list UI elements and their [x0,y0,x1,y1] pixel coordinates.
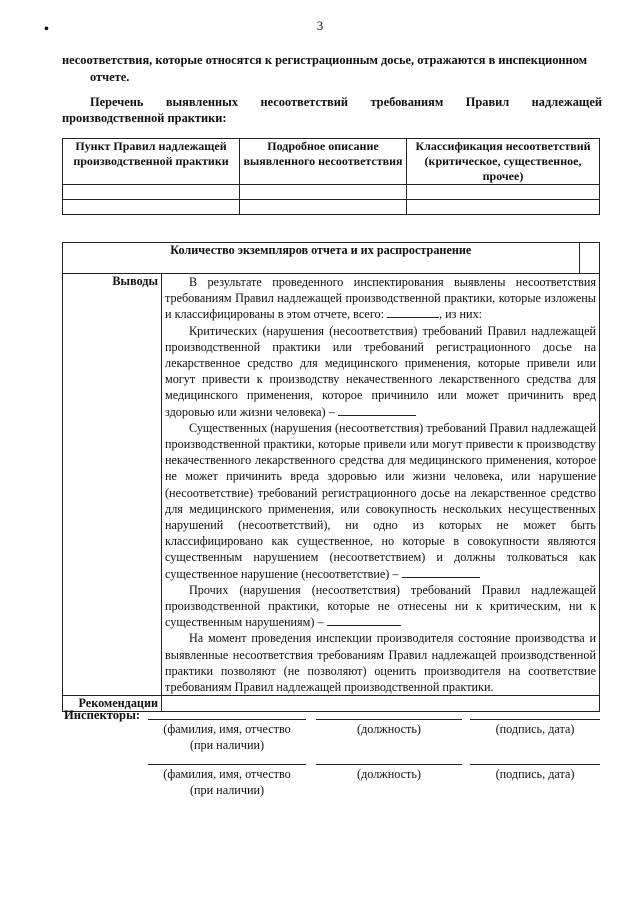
recommendations-row [63,696,600,712]
signature-position-caption: (должность) [357,722,421,736]
signature-date-line[interactable] [470,719,600,720]
intro-line-1: несоответствия, которые относятся к регистрационным досье, отражаются в инспекционном [62,53,588,67]
signature-position-line[interactable] [316,719,462,720]
major-count-blank[interactable] [402,567,480,578]
table-row [63,200,600,215]
signature-date-caption: (подпись, дата) [495,722,575,736]
other-count-blank[interactable] [327,615,401,626]
table-cell[interactable] [240,185,407,200]
signature-name-caption: (фамилия, имя, отчество (при наличии) [163,722,291,752]
table-cell[interactable] [240,200,407,215]
conclusions-total-paragraph: В результате проведенного инспектирования выявлены несоответствия требованиям Правил надлежащей производственной практики, которые изложены и классифицированы в этом отчете, всего: , из них: [165,275,596,322]
critical-paragraph: Критических (нарушения (несоответствия) требований Правил надлежащей производственной практики или требований регистрационного досье на лекарственное средство для медицинского применения, которые привели или могут привести к производству некачественного лекарственного средства для медицинского применения, которое причинило или может причинить вред здоровью или жизни человека) – [165,323,596,419]
recommendations-label: Рекомендации [63,696,162,712]
table-cell[interactable] [407,200,600,215]
col-header-classification: Классификация несоответствий (критическое, существенное, прочее) [407,139,600,185]
list-heading-line-1: Перечень выявленных несоответствий требованиям Правил надлежащей [90,95,602,109]
total-count-blank[interactable] [387,307,439,318]
margin-mark: • [44,22,49,37]
copies-label: Количество экземпляров отчета и их распространение [63,243,580,274]
conclusions-label: Выводы [63,274,162,696]
report-table [62,242,600,712]
intro-paragraph [62,52,602,86]
signature-date-line[interactable] [470,764,600,765]
table-cell[interactable] [407,185,600,200]
signature-name-line[interactable] [148,719,306,720]
other-paragraph: Прочих (нарушения (несоответствия) требований Правил надлежащей производственной практики, которые не отнесены ни к критическим, ни к существенным нарушениям) – [165,582,596,630]
col-header-rule-item: Пункт Правил надлежащей производственной практики [63,139,240,185]
conclusions-row [63,274,600,696]
intro-line-2: отчете. [90,70,130,84]
signature-name-line[interactable] [148,764,306,765]
recommendations-value[interactable] [162,696,600,712]
inspectors-label: Инспекторы: [64,708,141,722]
table-cell[interactable] [63,200,240,215]
list-heading-line-2: производственной практики: [62,111,227,125]
signature-name-caption: (фамилия, имя, отчество (при наличии) [163,767,291,797]
major-paragraph: Существенных (нарушения (несоответствия) требований Правил надлежащей производственной практики, которые привели или могут привести к производству некачественного лекарственного средства для медицинского применения, которое не может причинить вреда здоровью или жизни человека, или нарушение (несоответствие) требований регистрационного досье на лекарственное средство для медицинского применения, или совокупность нескольких несущественных нарушений (несоответствий), ни одно из которых не может быть классифицировано как существенное, но которые в совокупности являются существенным нарушением (несоответствием) и должны толковаться как существенное нарушение (несоответствие) – [165,420,596,581]
copies-value[interactable] [579,243,599,274]
signature-position-caption: (должность) [357,767,421,781]
critical-count-blank[interactable] [338,405,416,416]
assessment-paragraph: На момент проведения инспекции производителя состояние производства и выявленные несоответствия требованиям Правил надлежащей производственной практики позволяют (не позволяют) оценить производителя на соответствие требованиям Правил надлежащей производственной практики. [165,631,596,695]
list-heading [62,94,602,111]
col-header-description: Подробное описание выявленного несоответствия [240,139,407,185]
table-header-row [63,139,600,185]
page-number: 3 [316,18,324,33]
signature-date-caption: (подпись, дата) [495,767,575,781]
copies-row [63,243,600,274]
nonconformity-table [62,138,600,215]
conclusions-text [162,274,600,696]
table-cell[interactable] [63,185,240,200]
signature-position-line[interactable] [316,764,462,765]
table-row [63,185,600,200]
